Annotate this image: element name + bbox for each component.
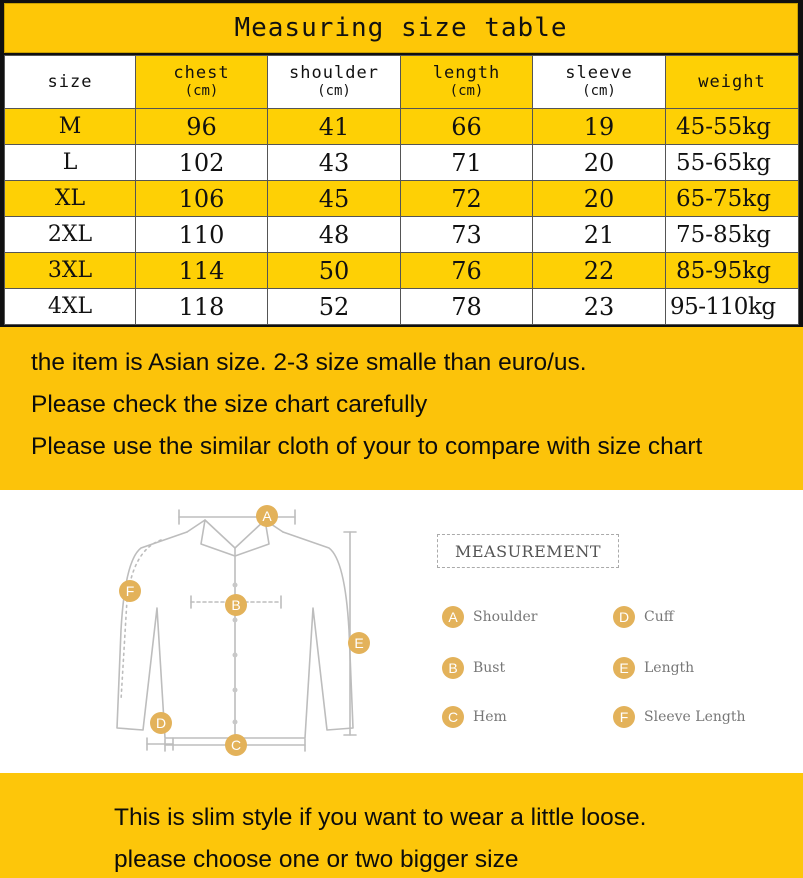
legend-label: Cuff <box>644 609 674 625</box>
marker-a: A <box>256 505 278 527</box>
cell-size: 4XL <box>5 289 136 325</box>
size-table-section <box>0 0 803 327</box>
legend-shoulder <box>442 606 537 628</box>
note-compare-cloth: Please use the similar cloth of your to compare with size chart <box>31 433 703 460</box>
legend-marker: E <box>613 657 635 679</box>
legend-cuff <box>613 606 674 628</box>
legend-marker: F <box>613 706 635 728</box>
cell-length: 71 <box>401 145 533 181</box>
cell-length: 76 <box>401 253 533 289</box>
cell-shoulder: 52 <box>268 289 401 325</box>
cell-weight: 85-95kg <box>666 253 799 289</box>
cell-chest: 110 <box>136 217 268 253</box>
legend-hem <box>442 706 507 728</box>
col-header-sleeve: sleeve (cm) <box>533 56 666 109</box>
marker-e: E <box>348 632 370 654</box>
table-row <box>5 109 799 145</box>
legend-label: Sleeve Length <box>644 709 746 725</box>
cell-size: 3XL <box>5 253 136 289</box>
cell-length: 73 <box>401 217 533 253</box>
table-row <box>5 217 799 253</box>
cell-shoulder: 41 <box>268 109 401 145</box>
marker-d: D <box>150 712 172 734</box>
legend-label: Length <box>644 660 695 676</box>
note-slim-style: This is slim style if you want to wear a little loose. <box>114 804 647 831</box>
col-header-chest: chest (cm) <box>136 56 268 109</box>
table-row <box>5 181 799 217</box>
cell-weight: 55-65kg <box>666 145 799 181</box>
cell-chest: 114 <box>136 253 268 289</box>
cell-size: M <box>5 109 136 145</box>
note-choose-bigger: please choose one or two bigger size <box>114 846 519 873</box>
cell-shoulder: 45 <box>268 181 401 217</box>
table-row <box>5 145 799 181</box>
table-header-row <box>5 56 799 109</box>
cell-shoulder: 43 <box>268 145 401 181</box>
size-notes <box>0 327 803 490</box>
note-asian-size: the item is Asian size. 2-3 size smalle than euro/us. <box>31 349 587 376</box>
legend-length <box>613 657 694 679</box>
legend-marker: C <box>442 706 464 728</box>
legend-marker: A <box>442 606 464 628</box>
cell-chest: 96 <box>136 109 268 145</box>
size-table-title: Measuring size table <box>4 3 798 53</box>
cell-weight: 45-55kg <box>666 109 799 145</box>
cell-sleeve: 22 <box>533 253 666 289</box>
legend-marker: D <box>613 606 635 628</box>
legend-label: Hem <box>473 709 507 725</box>
cell-weight: 95-110kg <box>666 289 799 325</box>
marker-b: B <box>225 594 247 616</box>
cell-weight: 75-85kg <box>666 217 799 253</box>
cell-sleeve: 19 <box>533 109 666 145</box>
measurement-title: MEASUREMENT <box>437 534 619 568</box>
legend-label: Bust <box>473 660 506 676</box>
cell-chest: 102 <box>136 145 268 181</box>
cell-chest: 106 <box>136 181 268 217</box>
size-table <box>4 55 799 325</box>
col-header-shoulder: shoulder (cm) <box>268 56 401 109</box>
cell-shoulder: 50 <box>268 253 401 289</box>
table-row <box>5 253 799 289</box>
cell-sleeve: 20 <box>533 181 666 217</box>
table-row <box>5 289 799 325</box>
fit-notes <box>0 773 803 878</box>
cell-size: 2XL <box>5 217 136 253</box>
cell-sleeve: 20 <box>533 145 666 181</box>
col-header-weight: weight <box>666 56 799 109</box>
cell-size: L <box>5 145 136 181</box>
col-header-size: size <box>5 56 136 109</box>
cell-length: 72 <box>401 181 533 217</box>
cell-length: 78 <box>401 289 533 325</box>
legend-bust <box>442 657 505 679</box>
cell-size: XL <box>5 181 136 217</box>
marker-f: F <box>119 580 141 602</box>
measurement-diagram <box>0 490 803 773</box>
cell-sleeve: 21 <box>533 217 666 253</box>
marker-c: C <box>225 734 247 756</box>
note-check-chart: Please check the size chart carefully <box>31 391 428 418</box>
legend-label: Shoulder <box>473 609 538 625</box>
shirt-outline-icon <box>105 490 395 773</box>
legend-sleeve-length <box>613 706 746 728</box>
cell-shoulder: 48 <box>268 217 401 253</box>
cell-weight: 65-75kg <box>666 181 799 217</box>
col-header-length: length (cm) <box>401 56 533 109</box>
cell-sleeve: 23 <box>533 289 666 325</box>
cell-length: 66 <box>401 109 533 145</box>
legend-marker: B <box>442 657 464 679</box>
cell-chest: 118 <box>136 289 268 325</box>
